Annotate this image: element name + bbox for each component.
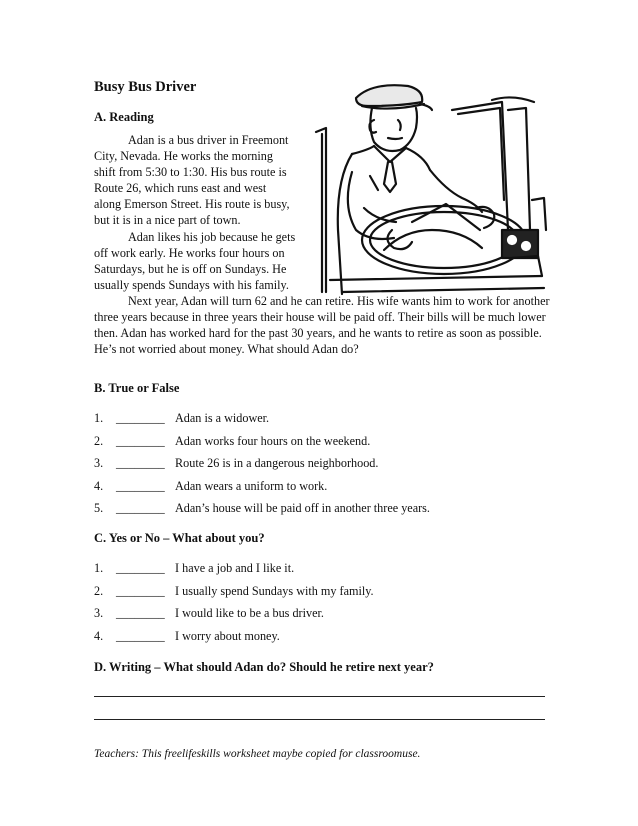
item-number: 1.: [94, 411, 104, 425]
item-number: 2.: [94, 583, 104, 598]
item-number: 1.: [94, 561, 104, 575]
answer-blank[interactable]: ________: [116, 561, 165, 575]
item-statement: Adan’s house will be paid off in another three years.: [175, 501, 430, 515]
writing-line[interactable]: [94, 696, 545, 697]
illustration-space: [296, 132, 550, 292]
answer-blank[interactable]: ________: [116, 501, 165, 515]
writing-line[interactable]: [94, 719, 545, 720]
section-d-heading: D. Writing – What should Adan do? Should he retire next year?: [94, 660, 434, 674]
item-statement: I worry about money.: [175, 628, 280, 643]
item-number: 5.: [94, 501, 104, 515]
item-number: 4.: [94, 478, 104, 493]
reading-passage: [94, 132, 550, 357]
answer-blank[interactable]: ________: [116, 583, 165, 598]
item-statement: Adan is a widower.: [175, 411, 270, 425]
reading-paragraph-1: Adan is a bus driver in Freemont City, Nevada. He works the morning shift from 5:30 to 1:30. His bus route is Route 26, which runs east and west along Emerson Street. His route is busy, but it is in a nice part of town.: [94, 133, 290, 228]
reading-paragraph-2: Adan likes his job because he gets off work early. He works four hours on Saturdays, but he is off on Sundays. He usually spends Sundays with his family.: [94, 229, 296, 292]
reading-paragraph-3: Next year, Adan will turn 62 and he can retire. His wife wants him to work for another three years because in three years their house will be paid off. Their bills will be much lower then. Adan has worked hard for the past 30 years, and he wants to retire as soon as possible. He’s not worried about money. What should Adan do?: [94, 293, 550, 357]
item-statement: Route 26 is in a dangerous neighborhood.: [175, 456, 379, 470]
teacher-note: Teachers: This freelifeskills worksheet maybe copied for classroomuse.: [94, 748, 421, 760]
item-number: 4.: [94, 628, 104, 643]
item-statement: Adan wears a uniform to work.: [175, 478, 328, 493]
item-number: 2.: [94, 433, 104, 448]
answer-blank[interactable]: ________: [116, 606, 165, 620]
item-number: 3.: [94, 456, 104, 470]
section-c-heading: C. Yes or No – What about you?: [94, 531, 265, 545]
worksheet-title: Busy Bus Driver: [94, 79, 197, 95]
answer-blank[interactable]: ________: [116, 478, 165, 493]
answer-blank[interactable]: ________: [116, 433, 165, 448]
item-statement: I have a job and I like it.: [175, 561, 295, 575]
item-statement: Adan works four hours on the weekend.: [175, 433, 371, 448]
item-statement: I usually spend Sundays with my family.: [175, 583, 374, 598]
item-statement: I would like to be a bus driver.: [175, 606, 324, 620]
item-number: 3.: [94, 606, 104, 620]
answer-blank[interactable]: ________: [116, 456, 165, 470]
answer-blank[interactable]: ________: [116, 628, 165, 643]
section-a-heading: A. Reading: [94, 110, 154, 124]
answer-blank[interactable]: ________: [116, 411, 165, 425]
section-b-heading: B. True or False: [94, 381, 180, 395]
